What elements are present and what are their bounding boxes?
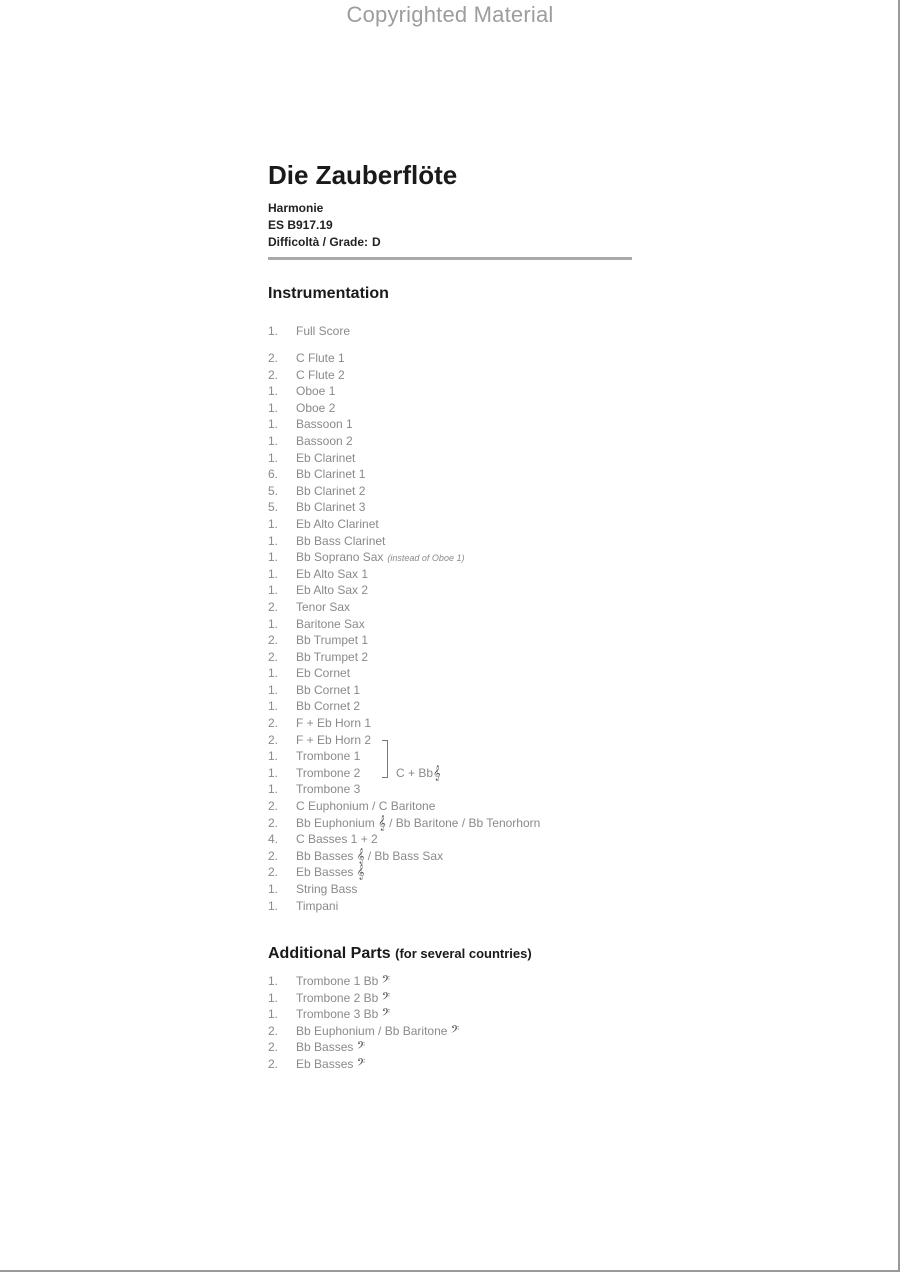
part-name: Trombone 3 xyxy=(296,782,361,797)
instrument-row xyxy=(268,450,540,467)
instrument-row xyxy=(268,416,540,433)
part-quantity: 1. xyxy=(268,749,279,764)
part-name: Trombone 2 xyxy=(296,765,361,780)
part-name-suffix: / Bb Bass Sax xyxy=(364,848,444,863)
instrument-row xyxy=(268,599,540,616)
grade-label: Difficoltà / Grade: xyxy=(268,235,369,249)
bass-clef-icon: 𝄢 xyxy=(381,989,390,1005)
part-quantity: 2. xyxy=(268,599,279,614)
part-quantity: 1. xyxy=(268,417,279,432)
part-name: Bb Clarinet 1 xyxy=(296,467,366,482)
instrument-row xyxy=(268,881,540,898)
part-name: Eb Alto Sax 1 xyxy=(296,566,369,581)
treble-clef-icon: 𝄞 xyxy=(433,765,441,780)
instrument-row xyxy=(268,665,540,682)
part-name: F + Eb Horn 2 xyxy=(296,732,372,747)
part-name: C Basses 1 + 2 xyxy=(296,832,378,847)
part-name-suffix: / Bb Baritone / Bb Tenorhorn xyxy=(385,815,541,830)
part-name: Bb Trumpet 1 xyxy=(296,633,369,648)
part-name: Timpani xyxy=(296,898,339,913)
instrument-row xyxy=(268,973,459,990)
part-quantity: 2. xyxy=(268,1056,279,1071)
part-name: Eb Cornet xyxy=(296,666,351,681)
part-note: (instead of Oboe 1) xyxy=(387,553,465,564)
part-name: Bassoon 1 xyxy=(296,417,353,432)
part-quantity: 1. xyxy=(268,550,279,565)
bracket-label-text: C + Bb xyxy=(396,766,434,780)
part-quantity: 1. xyxy=(268,699,279,714)
part-quantity: 1. xyxy=(268,682,279,697)
part-quantity: 1. xyxy=(268,384,279,399)
instrument-row xyxy=(268,1006,459,1023)
part-name: Bb Cornet 2 xyxy=(296,699,361,714)
bass-clef-icon: 𝄢 xyxy=(356,1039,366,1055)
instrument-row xyxy=(268,990,459,1007)
part-quantity: 1. xyxy=(268,1007,279,1022)
part-quantity: 1. xyxy=(268,450,279,465)
part-quantity: 2. xyxy=(268,815,279,830)
instrument-row xyxy=(268,864,540,881)
additional-heading-text: Additional Parts xyxy=(268,945,391,962)
instrument-row xyxy=(268,323,350,340)
part-quantity: 2. xyxy=(268,799,279,814)
part-quantity: 5. xyxy=(268,500,279,515)
part-quantity: 2. xyxy=(268,1023,279,1038)
ensemble-type: Harmonie xyxy=(268,201,324,215)
part-quantity: 1. xyxy=(268,898,279,913)
part-name: Eb Basses xyxy=(296,865,354,880)
part-name: Bb Trumpet 2 xyxy=(296,649,369,664)
part-quantity: 1. xyxy=(268,882,279,896)
part-quantity: 1. xyxy=(268,516,279,531)
bass-clef-icon: 𝄢 xyxy=(381,1006,390,1022)
instrument-row xyxy=(268,533,540,550)
instrument-row xyxy=(268,566,540,583)
instrument-row xyxy=(268,516,540,533)
part-quantity: 2. xyxy=(268,716,279,731)
part-quantity: 4. xyxy=(268,832,279,847)
treble-clef-icon: 𝄞 xyxy=(356,864,365,880)
part-name: Bb Cornet 1 xyxy=(296,682,361,697)
grade-value: D xyxy=(372,235,381,249)
part-quantity: 6. xyxy=(268,467,279,482)
part-quantity: 1. xyxy=(268,782,279,797)
instrument-row xyxy=(268,549,540,566)
instrument-row xyxy=(268,499,540,516)
part-name: Bb Euphonium / Bb Baritone xyxy=(296,1023,448,1038)
part-quantity: 2. xyxy=(268,732,279,747)
part-name: Bb Bass Clarinet xyxy=(296,533,386,548)
additional-list xyxy=(268,973,459,1073)
instrument-row xyxy=(268,433,540,450)
part-quantity: 2. xyxy=(268,649,279,664)
instrument-row xyxy=(268,1056,459,1073)
instrument-row xyxy=(268,831,540,848)
bracket-label xyxy=(396,765,441,781)
additional-parts-heading xyxy=(268,945,532,963)
part-name: C Flute 1 xyxy=(296,351,345,365)
instrument-row xyxy=(268,632,540,649)
instrument-row xyxy=(268,616,540,633)
part-name: Eb Basses xyxy=(296,1056,354,1071)
instrument-row xyxy=(268,400,540,417)
part-quantity: 1. xyxy=(268,400,279,415)
instrument-row xyxy=(268,732,540,749)
part-name: Full Score xyxy=(296,324,351,338)
part-quantity: 1. xyxy=(268,324,279,338)
instrument-row xyxy=(268,1023,459,1040)
score-list xyxy=(268,323,350,340)
part-quantity: 1. xyxy=(268,666,279,681)
part-quantity: 2. xyxy=(268,848,279,863)
part-quantity: 1. xyxy=(268,990,279,1005)
part-name: Baritone Sax xyxy=(296,616,365,631)
instrument-row xyxy=(268,781,540,798)
bass-clef-icon: 𝄢 xyxy=(356,1055,366,1071)
part-name: Bb Clarinet 3 xyxy=(296,500,366,515)
part-quantity: 1. xyxy=(268,616,279,631)
part-name: String Bass xyxy=(296,882,358,896)
part-name: Bb Euphonium xyxy=(296,815,375,830)
part-quantity: 1. xyxy=(268,433,279,448)
part-quantity: 1. xyxy=(268,583,279,598)
trombone-bracket xyxy=(382,740,388,778)
instrument-row xyxy=(268,715,540,732)
part-quantity: 2. xyxy=(268,1040,279,1055)
watermark: Copyrighted Material xyxy=(346,2,554,27)
part-name: Oboe 1 xyxy=(296,384,336,399)
instrument-row xyxy=(268,649,540,666)
instrument-row xyxy=(268,466,540,483)
instrument-row xyxy=(268,582,540,599)
part-name: Trombone 2 Bb xyxy=(296,990,379,1005)
part-quantity: 1. xyxy=(268,974,279,988)
part-quantity: 2. xyxy=(268,367,279,382)
part-quantity: 2. xyxy=(268,351,279,365)
part-quantity: 1. xyxy=(268,765,279,780)
part-name: C Euphonium / C Baritone xyxy=(296,799,436,814)
part-quantity: 1. xyxy=(268,533,279,548)
instrument-row xyxy=(268,798,540,815)
part-name: Bb Soprano Sax xyxy=(296,550,384,565)
instrument-row xyxy=(268,1039,459,1056)
divider-rule xyxy=(268,257,632,260)
treble-clef-icon: 𝄞 xyxy=(356,847,365,863)
part-quantity: 2. xyxy=(268,865,279,880)
part-name: Oboe 2 xyxy=(296,400,336,415)
part-name: Trombone 3 Bb xyxy=(296,1007,379,1022)
instrument-row xyxy=(268,682,540,699)
instrument-row xyxy=(268,815,540,832)
part-name: Eb Alto Clarinet xyxy=(296,516,379,531)
treble-clef-icon: 𝄞 xyxy=(378,814,386,830)
additional-subheading: (for several countries) xyxy=(395,946,532,961)
instrument-row xyxy=(268,350,540,367)
instrument-row xyxy=(268,848,540,865)
part-name: Eb Clarinet xyxy=(296,450,356,465)
instrument-row xyxy=(268,383,540,400)
instrumentation-heading: Instrumentation xyxy=(268,285,389,302)
part-name: Bb Clarinet 2 xyxy=(296,483,366,498)
page-title: Die Zauberflöte xyxy=(268,160,458,190)
part-name: F + Eb Horn 1 xyxy=(296,716,372,731)
instrument-list xyxy=(268,350,540,914)
bass-clef-icon: 𝄢 xyxy=(450,1022,460,1038)
part-name: Eb Alto Sax 2 xyxy=(296,583,369,598)
instrument-row xyxy=(268,698,540,715)
part-name: C Flute 2 xyxy=(296,367,345,382)
part-name: Trombone 1 Bb xyxy=(296,974,379,988)
part-quantity: 1. xyxy=(268,566,279,581)
part-name: Bassoon 2 xyxy=(296,433,353,448)
part-name: Bb Basses xyxy=(296,848,354,863)
instrument-row xyxy=(268,748,540,765)
instrument-row xyxy=(268,483,540,500)
catalog-number: ES B917.19 xyxy=(268,218,333,232)
part-name: Bb Basses xyxy=(296,1040,354,1055)
part-quantity: 5. xyxy=(268,483,279,498)
grade-line xyxy=(268,234,381,251)
meta-block xyxy=(268,200,381,251)
part-name: Tenor Sax xyxy=(296,599,351,614)
instrument-row xyxy=(268,898,540,915)
part-name: Trombone 1 xyxy=(296,749,361,764)
bass-clef-icon: 𝄢 xyxy=(381,973,390,988)
part-quantity: 2. xyxy=(268,633,279,648)
instrument-row xyxy=(268,367,540,384)
